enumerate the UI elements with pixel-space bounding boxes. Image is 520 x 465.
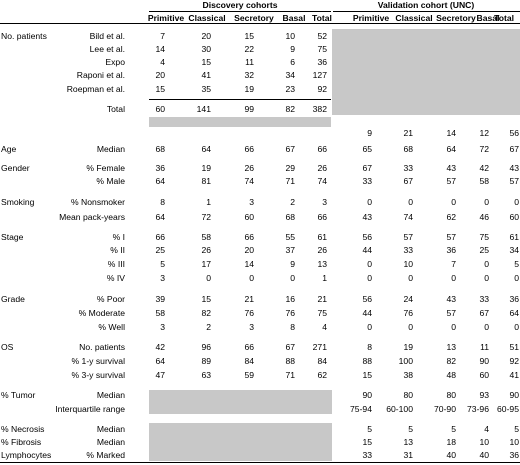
validation-cell: 64 bbox=[446, 144, 456, 154]
validation-cell: 48 bbox=[446, 370, 456, 380]
validation-cell: 0 bbox=[367, 273, 372, 283]
row-sublabel: % Moderate bbox=[78, 308, 125, 318]
discovery-cell: 0 bbox=[249, 273, 254, 283]
row-label: Grade bbox=[1, 294, 25, 304]
discovery-cell: 23 bbox=[285, 84, 295, 94]
validation-cell: 9 bbox=[367, 128, 372, 138]
row-sublabel: % 1-y survival bbox=[71, 356, 125, 366]
row-label: Lymphocytes bbox=[1, 450, 52, 460]
validation-cell: 68 bbox=[403, 144, 413, 154]
discovery-cell: 0 bbox=[290, 273, 295, 283]
validation-cell: 41 bbox=[509, 370, 519, 380]
column-header: Basal bbox=[282, 13, 306, 23]
row-sublabel: Median bbox=[96, 390, 125, 400]
discovery-cell: 30 bbox=[201, 44, 211, 54]
row-sublabel: % 3-y survival bbox=[71, 370, 125, 380]
discovery-cell: 81 bbox=[201, 176, 211, 186]
column-header: Classical bbox=[188, 13, 226, 23]
discovery-cell: 127 bbox=[312, 70, 327, 80]
validation-cell: 43 bbox=[509, 163, 519, 173]
validation-cell: 90 bbox=[479, 356, 489, 366]
validation-unavailable-block bbox=[332, 29, 520, 115]
discovery-cell: 76 bbox=[285, 308, 295, 318]
validation-cell: 0 bbox=[484, 322, 489, 332]
discovery-cell: 66 bbox=[317, 212, 327, 222]
discovery-cell: 42 bbox=[155, 342, 165, 352]
validation-cell: 10 bbox=[509, 437, 519, 447]
discovery-cell: 99 bbox=[244, 104, 254, 114]
row-sublabel: Lee et al. bbox=[89, 44, 125, 54]
validation-cell: 5 bbox=[514, 259, 519, 269]
validation-cell: 93 bbox=[479, 390, 489, 400]
validation-cell: 36 bbox=[446, 245, 456, 255]
discovery-cell: 3 bbox=[160, 273, 165, 283]
row-label: Smoking bbox=[1, 197, 35, 207]
validation-cell: 56 bbox=[509, 128, 519, 138]
validation-cell: 70-90 bbox=[434, 404, 456, 414]
discovery-cell: 15 bbox=[155, 84, 165, 94]
column-header: Total bbox=[494, 13, 514, 23]
validation-cell: 40 bbox=[479, 450, 489, 460]
discovery-cell: 14 bbox=[244, 259, 254, 269]
discovery-cell: 8 bbox=[290, 322, 295, 332]
discovery-cell: 22 bbox=[244, 44, 254, 54]
discovery-cell: 26 bbox=[244, 163, 254, 173]
validation-cell: 64 bbox=[509, 308, 519, 318]
validation-cell: 7 bbox=[451, 259, 456, 269]
validation-cell: 12 bbox=[479, 128, 489, 138]
rule-discovery-top bbox=[149, 11, 331, 12]
discovery-cell: 11 bbox=[245, 57, 254, 67]
discovery-cell: 75 bbox=[317, 44, 327, 54]
column-header: Primitive bbox=[352, 13, 390, 23]
validation-cell: 0 bbox=[451, 273, 456, 283]
discovery-cell: 21 bbox=[317, 294, 327, 304]
discovery-cell: 47 bbox=[155, 370, 165, 380]
discovery-cell: 60 bbox=[244, 212, 254, 222]
discovery-cell: 16 bbox=[285, 294, 295, 304]
row-sublabel: No. patients bbox=[79, 342, 125, 352]
discovery-cell: 64 bbox=[201, 144, 211, 154]
validation-cell: 100 bbox=[398, 356, 413, 366]
row-sublabel: Median bbox=[96, 424, 125, 434]
discovery-cell: 74 bbox=[317, 176, 327, 186]
validation-cell: 5 bbox=[451, 424, 456, 434]
validation-cell: 58 bbox=[479, 176, 489, 186]
discovery-cell: 20 bbox=[244, 245, 254, 255]
row-sublabel: % IV bbox=[106, 273, 125, 283]
discovery-cell: 64 bbox=[155, 212, 165, 222]
discovery-cell: 15 bbox=[201, 294, 211, 304]
validation-cohort-header: Validation cohort (UNC) bbox=[377, 0, 475, 10]
discovery-cell: 82 bbox=[201, 308, 211, 318]
discovery-cell: 8 bbox=[160, 197, 165, 207]
row-label: % Fibrosis bbox=[1, 437, 42, 447]
validation-cell: 0 bbox=[514, 273, 519, 283]
discovery-cell: 92 bbox=[317, 84, 327, 94]
validation-cell: 36 bbox=[509, 450, 519, 460]
validation-cell: 42 bbox=[479, 163, 489, 173]
discovery-cell: 37 bbox=[285, 245, 295, 255]
discovery-cell: 64 bbox=[155, 176, 165, 186]
discovery-cell: 84 bbox=[244, 356, 254, 366]
validation-cell: 67 bbox=[509, 144, 519, 154]
discovery-cell: 29 bbox=[285, 163, 295, 173]
discovery-cell: 20 bbox=[155, 70, 165, 80]
discovery-cell: 58 bbox=[155, 308, 165, 318]
discovery-cell: 4 bbox=[322, 322, 327, 332]
validation-cell: 56 bbox=[362, 294, 372, 304]
validation-cell: 88 bbox=[362, 356, 372, 366]
validation-cell: 73-96 bbox=[467, 404, 489, 414]
discovery-cell: 72 bbox=[201, 212, 211, 222]
discovery-cell: 64 bbox=[155, 356, 165, 366]
discovery-cell: 3 bbox=[160, 322, 165, 332]
validation-cell: 0 bbox=[484, 197, 489, 207]
discovery-cell: 7 bbox=[160, 31, 165, 41]
discovery-cell: 26 bbox=[317, 245, 327, 255]
discovery-cell: 74 bbox=[244, 176, 254, 186]
row-sublabel: % Marked bbox=[86, 450, 125, 460]
validation-cell: 0 bbox=[408, 197, 413, 207]
validation-cell: 24 bbox=[403, 294, 413, 304]
validation-cell: 11 bbox=[480, 342, 489, 352]
discovery-cell: 1 bbox=[322, 273, 327, 283]
validation-cell: 5 bbox=[514, 424, 519, 434]
row-label: OS bbox=[1, 342, 14, 352]
rule-table-bottom bbox=[0, 462, 520, 463]
discovery-cell: 21 bbox=[244, 294, 254, 304]
discovery-cell: 4 bbox=[160, 57, 165, 67]
validation-cell: 10 bbox=[403, 259, 413, 269]
discovery-cell: 14 bbox=[155, 44, 165, 54]
validation-cell: 43 bbox=[362, 212, 372, 222]
discovery-cell: 60 bbox=[155, 104, 165, 114]
discovery-cell: 19 bbox=[201, 163, 211, 173]
row-sublabel: % I bbox=[112, 232, 125, 242]
validation-cell: 25 bbox=[479, 245, 489, 255]
validation-cell: 65 bbox=[362, 144, 372, 154]
column-header: Classical bbox=[395, 13, 433, 23]
row-sublabel: Mean pack-years bbox=[59, 212, 125, 222]
validation-cell: 14 bbox=[446, 128, 456, 138]
validation-cell: 8 bbox=[367, 342, 372, 352]
discovery-cell: 13 bbox=[317, 259, 327, 269]
row-sublabel: % III bbox=[107, 259, 125, 269]
discovery-total-shade bbox=[149, 117, 331, 127]
validation-cell: 33 bbox=[362, 450, 372, 460]
discovery-cell: 52 bbox=[317, 31, 327, 41]
validation-cell: 57 bbox=[509, 176, 519, 186]
discovery-cell: 68 bbox=[285, 212, 295, 222]
discovery-cell: 36 bbox=[317, 57, 327, 67]
validation-cell: 33 bbox=[362, 176, 372, 186]
validation-cell: 90 bbox=[362, 390, 372, 400]
discovery-cell: 61 bbox=[317, 232, 327, 242]
discovery-cell: 25 bbox=[155, 245, 165, 255]
validation-cell: 75 bbox=[479, 232, 489, 242]
discovery-cell: 1 bbox=[206, 197, 211, 207]
validation-cell: 10 bbox=[479, 437, 489, 447]
discovery-cell: 382 bbox=[312, 104, 327, 114]
rule-header-bottom bbox=[0, 23, 520, 24]
validation-cell: 76 bbox=[403, 308, 413, 318]
validation-cell: 21 bbox=[403, 128, 413, 138]
validation-cell: 13 bbox=[446, 342, 456, 352]
validation-cell: 67 bbox=[403, 176, 413, 186]
validation-cell: 61 bbox=[509, 232, 519, 242]
row-sublabel: % Male bbox=[96, 176, 125, 186]
validation-cell: 0 bbox=[451, 197, 456, 207]
validation-cell: 18 bbox=[446, 437, 456, 447]
row-label: % Tumor bbox=[1, 390, 36, 400]
discovery-cell: 66 bbox=[155, 232, 165, 242]
validation-cell: 57 bbox=[403, 232, 413, 242]
discovery-cell: 89 bbox=[201, 356, 211, 366]
discovery-cell: 66 bbox=[317, 144, 327, 154]
discovery-cell: 17 bbox=[201, 259, 211, 269]
validation-cell: 60-100 bbox=[386, 404, 413, 414]
discovery-cell: 71 bbox=[285, 176, 295, 186]
validation-cell: 90 bbox=[509, 390, 519, 400]
discovery-cell: 41 bbox=[201, 70, 211, 80]
discovery-cell: 15 bbox=[244, 31, 254, 41]
validation-cell: 57 bbox=[446, 308, 456, 318]
discovery-cell: 75 bbox=[317, 308, 327, 318]
validation-cell: 60 bbox=[509, 212, 519, 222]
validation-cell: 0 bbox=[514, 322, 519, 332]
row-sublabel: Raponi et al. bbox=[76, 70, 125, 80]
discovery-cell: 96 bbox=[201, 342, 211, 352]
discovery-cell: 55 bbox=[285, 232, 295, 242]
validation-cell: 44 bbox=[362, 308, 372, 318]
validation-cell: 33 bbox=[479, 294, 489, 304]
row-label: Gender bbox=[1, 163, 30, 173]
validation-cell: 0 bbox=[408, 273, 413, 283]
validation-cell: 57 bbox=[446, 232, 456, 242]
validation-cell: 0 bbox=[367, 322, 372, 332]
discovery-tumor-unavailable-block bbox=[149, 390, 332, 414]
validation-cell: 40 bbox=[446, 450, 456, 460]
validation-cell: 0 bbox=[451, 322, 456, 332]
row-sublabel: % Poor bbox=[96, 294, 125, 304]
discovery-cell: 5 bbox=[160, 259, 165, 269]
discovery-cell: 84 bbox=[317, 356, 327, 366]
validation-cell: 0 bbox=[484, 259, 489, 269]
discovery-cell: 66 bbox=[244, 144, 254, 154]
discovery-cohorts-header: Discovery cohorts bbox=[202, 0, 278, 10]
row-sublabel: % Female bbox=[86, 163, 125, 173]
row-sublabel: % Well bbox=[98, 322, 125, 332]
row-sublabel: Total bbox=[106, 104, 125, 114]
validation-cell: 74 bbox=[403, 212, 413, 222]
row-sublabel: Interquartile range bbox=[55, 404, 125, 414]
validation-cell: 33 bbox=[403, 245, 413, 255]
discovery-cell: 82 bbox=[285, 104, 295, 114]
discovery-cell: 2 bbox=[290, 197, 295, 207]
row-label: No. patients bbox=[1, 31, 47, 41]
discovery-cell: 67 bbox=[285, 342, 295, 352]
validation-cell: 51 bbox=[509, 342, 519, 352]
validation-cell: 5 bbox=[408, 424, 413, 434]
discovery-cell: 76 bbox=[244, 308, 254, 318]
validation-cell: 72 bbox=[479, 144, 489, 154]
validation-cell: 0 bbox=[484, 273, 489, 283]
row-label: Age bbox=[1, 144, 17, 154]
column-header: Secretory bbox=[234, 13, 274, 23]
discovery-cell: 68 bbox=[155, 144, 165, 154]
discovery-cell: 63 bbox=[201, 370, 211, 380]
validation-cell: 56 bbox=[362, 232, 372, 242]
row-sublabel: % Nonsmoker bbox=[71, 197, 125, 207]
validation-cell: 67 bbox=[362, 163, 372, 173]
validation-cell: 80 bbox=[446, 390, 456, 400]
discovery-pathology-unavailable-block bbox=[149, 423, 332, 461]
validation-cell: 0 bbox=[514, 197, 519, 207]
validation-cell: 43 bbox=[446, 163, 456, 173]
discovery-cell: 26 bbox=[317, 163, 327, 173]
validation-cell: 4 bbox=[484, 424, 489, 434]
column-header: Primitive bbox=[147, 13, 185, 23]
discovery-cell: 9 bbox=[290, 44, 295, 54]
validation-cell: 15 bbox=[362, 370, 372, 380]
discovery-cell: 59 bbox=[244, 370, 254, 380]
discovery-cell: 3 bbox=[249, 197, 254, 207]
discovery-cell: 67 bbox=[285, 144, 295, 154]
validation-cell: 60-95 bbox=[497, 404, 519, 414]
row-label: Stage bbox=[1, 232, 24, 242]
validation-cell: 0 bbox=[408, 322, 413, 332]
discovery-cell: 36 bbox=[155, 163, 165, 173]
validation-cell: 92 bbox=[509, 356, 519, 366]
column-header: Total bbox=[312, 13, 332, 23]
discovery-cell: 271 bbox=[312, 342, 327, 352]
validation-cell: 46 bbox=[479, 212, 489, 222]
discovery-cell: 3 bbox=[322, 197, 327, 207]
validation-cell: 80 bbox=[403, 390, 413, 400]
discovery-cell: 9 bbox=[290, 259, 295, 269]
discovery-cell: 58 bbox=[201, 232, 211, 242]
discovery-cell: 39 bbox=[155, 294, 165, 304]
column-header: Secretory bbox=[436, 13, 476, 23]
validation-cell: 19 bbox=[403, 342, 413, 352]
row-sublabel: Roepman et al. bbox=[66, 84, 125, 94]
validation-cell: 44 bbox=[362, 245, 372, 255]
row-sublabel: % II bbox=[110, 245, 125, 255]
column-header: Basal bbox=[476, 13, 500, 23]
rule-validation-top bbox=[333, 11, 520, 12]
validation-cell: 82 bbox=[446, 356, 456, 366]
validation-cell: 13 bbox=[403, 437, 413, 447]
row-sublabel: Median bbox=[96, 144, 125, 154]
validation-cell: 38 bbox=[403, 370, 413, 380]
discovery-cell: 3 bbox=[249, 322, 254, 332]
validation-cell: 60 bbox=[479, 370, 489, 380]
discovery-cell: 15 bbox=[201, 57, 211, 67]
validation-cell: 57 bbox=[446, 176, 456, 186]
validation-cell: 31 bbox=[403, 450, 413, 460]
rule-total-separator bbox=[149, 99, 331, 100]
validation-cell: 62 bbox=[446, 212, 456, 222]
discovery-cell: 2 bbox=[206, 322, 211, 332]
validation-cell: 0 bbox=[367, 259, 372, 269]
validation-cell: 34 bbox=[509, 245, 519, 255]
discovery-cell: 66 bbox=[244, 342, 254, 352]
validation-cell: 67 bbox=[479, 308, 489, 318]
validation-cell: 5 bbox=[367, 424, 372, 434]
validation-cell: 15 bbox=[362, 437, 372, 447]
discovery-cell: 32 bbox=[244, 70, 254, 80]
validation-cell: 36 bbox=[509, 294, 519, 304]
discovery-cell: 20 bbox=[201, 31, 211, 41]
discovery-cell: 6 bbox=[290, 57, 295, 67]
row-sublabel: Expo bbox=[105, 57, 125, 67]
discovery-cell: 141 bbox=[196, 104, 211, 114]
discovery-cell: 19 bbox=[244, 84, 254, 94]
discovery-cell: 35 bbox=[201, 84, 211, 94]
discovery-cell: 66 bbox=[244, 232, 254, 242]
discovery-cell: 0 bbox=[206, 273, 211, 283]
validation-cell: 33 bbox=[403, 163, 413, 173]
validation-cell: 43 bbox=[446, 294, 456, 304]
discovery-cell: 26 bbox=[201, 245, 211, 255]
discovery-cell: 88 bbox=[285, 356, 295, 366]
discovery-cell: 62 bbox=[317, 370, 327, 380]
row-sublabel: Bild et al. bbox=[89, 31, 125, 41]
discovery-cell: 10 bbox=[285, 31, 295, 41]
validation-cell: 0 bbox=[367, 197, 372, 207]
row-sublabel: Median bbox=[96, 437, 125, 447]
discovery-cell: 71 bbox=[285, 370, 295, 380]
row-label: % Necrosis bbox=[1, 424, 45, 434]
discovery-cell: 34 bbox=[285, 70, 295, 80]
validation-cell: 75-94 bbox=[350, 404, 372, 414]
